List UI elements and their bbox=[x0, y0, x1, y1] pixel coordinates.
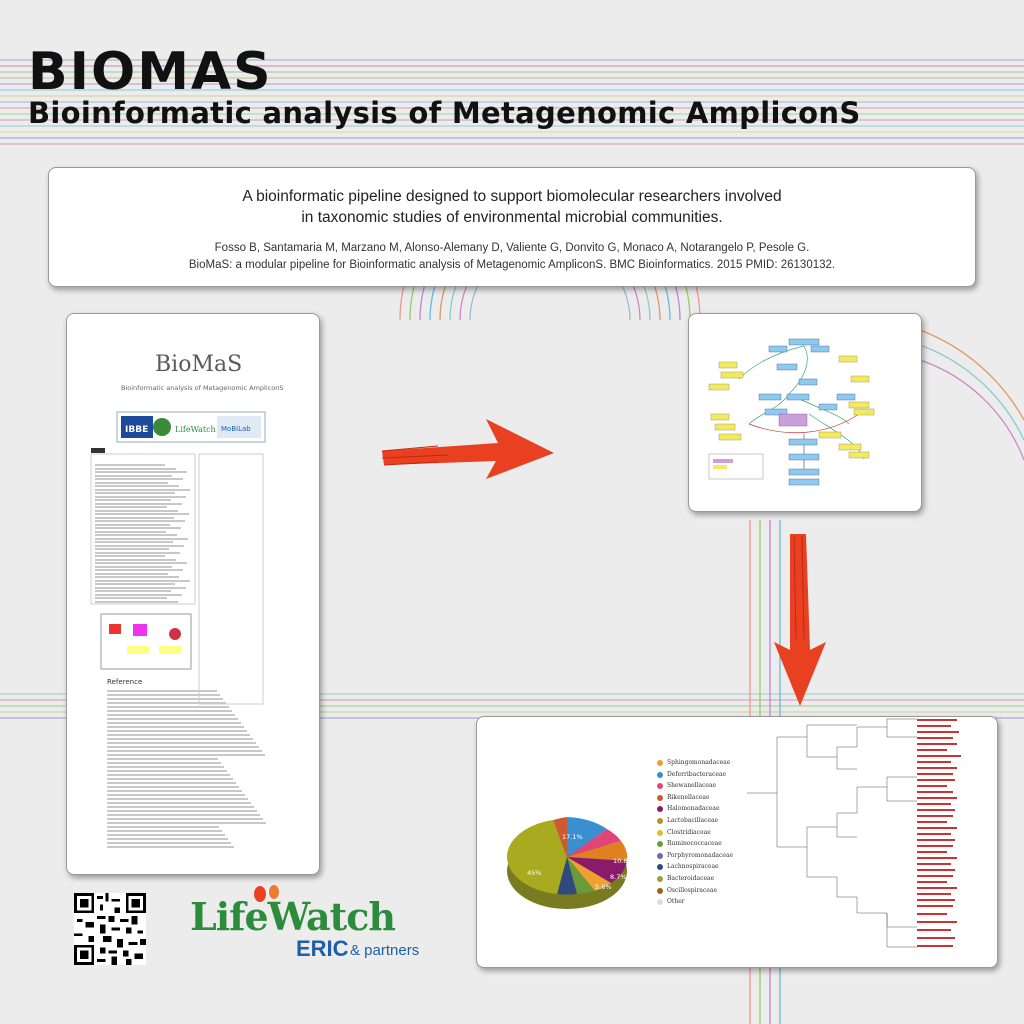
lifewatch-eric: ERIC bbox=[296, 936, 349, 961]
legend-label: Clostridiaceae bbox=[667, 828, 711, 836]
text-line bbox=[107, 702, 226, 704]
down-arrow-icon bbox=[770, 530, 830, 710]
tagline-line-1: A bioinformatic pipeline designed to support biomolecular researchers involved bbox=[242, 188, 782, 205]
text-line bbox=[107, 766, 224, 768]
text-line bbox=[107, 706, 229, 708]
legend-label: Lactobacillaceae bbox=[667, 816, 719, 824]
legend-item bbox=[657, 792, 733, 804]
text-line bbox=[107, 842, 231, 844]
legend-label: Lachnospiraceae bbox=[667, 863, 719, 871]
text-line bbox=[107, 698, 223, 700]
legend-swatch bbox=[657, 888, 663, 894]
legend-swatch bbox=[657, 830, 663, 836]
citation: BioMaS: a modular pipeline for Bioinformatic analysis of Metagenomic AmpliconS. BMC Bioinformatics. 2015 PMID: 26130132. bbox=[188, 259, 836, 271]
text-line bbox=[107, 774, 230, 776]
text-line bbox=[95, 517, 174, 519]
text-line bbox=[107, 806, 254, 808]
legend-item bbox=[657, 896, 733, 908]
legend-item bbox=[657, 861, 733, 873]
text-line bbox=[107, 694, 220, 696]
text-line bbox=[95, 541, 173, 543]
text-line bbox=[95, 569, 183, 571]
text-line bbox=[95, 576, 179, 578]
text-line bbox=[95, 555, 165, 557]
legend-label: Shewanellaceae bbox=[667, 782, 717, 790]
text-line bbox=[95, 566, 172, 568]
pie-legend bbox=[657, 757, 733, 908]
text-line bbox=[95, 597, 167, 599]
text-line bbox=[107, 822, 266, 824]
text-line bbox=[95, 506, 167, 508]
page-subtitle: Bioinformatic analysis of Metagenomic AmpliconS bbox=[28, 96, 861, 130]
partner-logo-ibbe: IBBE bbox=[125, 425, 149, 435]
legend-item bbox=[657, 769, 733, 781]
text-line bbox=[107, 734, 250, 736]
legend-label: Other bbox=[667, 898, 685, 906]
legend-label: Bacteroidaceae bbox=[667, 874, 715, 882]
text-line bbox=[107, 690, 217, 692]
text-line bbox=[107, 758, 218, 760]
text-line bbox=[95, 527, 181, 529]
webpage-screenshot bbox=[66, 313, 320, 875]
pie-label-10: 10.8% bbox=[613, 857, 634, 865]
text-line bbox=[95, 538, 188, 540]
text-line bbox=[107, 790, 242, 792]
text-line bbox=[107, 830, 222, 832]
legend-item bbox=[657, 885, 733, 897]
webpage-logo: BioMaS bbox=[155, 352, 243, 377]
legend-label: Porphyromonadaceae bbox=[667, 851, 734, 859]
workflow-diagram-screenshot bbox=[688, 313, 922, 512]
legend-item bbox=[657, 815, 733, 827]
text-line bbox=[107, 722, 241, 724]
results-screenshot bbox=[476, 716, 998, 968]
partner-logo-lifewatch: LifeWatch bbox=[175, 425, 216, 434]
qr-code bbox=[74, 893, 146, 965]
pie-label-8: 8.7% bbox=[610, 873, 627, 881]
pie-chart-preview bbox=[477, 717, 997, 967]
text-line bbox=[107, 782, 236, 784]
legend-swatch bbox=[657, 853, 663, 859]
text-line bbox=[107, 730, 247, 732]
pie-label-45: 45% bbox=[527, 869, 542, 877]
authors: Fosso B, Santamaria M, Marzano M, Alonso-Alemany D, Valiente G, Donvito G, Monaco A, Notarangelo P, Pesole G. bbox=[214, 242, 810, 254]
pie-label-5: 5.6% bbox=[595, 883, 612, 891]
legend-label: Ruminococcaceae bbox=[667, 840, 722, 848]
text-line bbox=[95, 552, 180, 554]
lifewatch-partners: & partners bbox=[350, 942, 420, 959]
legend-swatch bbox=[657, 795, 663, 801]
lifewatch-text: LifeWatch bbox=[190, 894, 395, 939]
text-line bbox=[95, 513, 189, 515]
text-line bbox=[95, 520, 185, 522]
tree-preview bbox=[747, 719, 917, 947]
text-line bbox=[95, 545, 184, 547]
webpage-logo-subtitle: Bioinformatic analysis of Metagenomic AmpliconS bbox=[121, 384, 284, 392]
info-card bbox=[48, 167, 976, 287]
right-arrow-icon bbox=[378, 413, 558, 483]
text-line bbox=[107, 798, 248, 800]
legend-swatch bbox=[657, 783, 663, 789]
text-line bbox=[95, 583, 175, 585]
text-line bbox=[107, 786, 239, 788]
partner-logo-mobilab: MoBiLab bbox=[221, 425, 251, 433]
text-line bbox=[95, 482, 168, 484]
text-line bbox=[95, 503, 182, 505]
text-line bbox=[95, 471, 187, 473]
text-line bbox=[95, 601, 178, 603]
text-line bbox=[107, 770, 227, 772]
page-title: BIOMAS bbox=[28, 42, 273, 102]
text-line bbox=[107, 826, 219, 828]
text-line bbox=[107, 794, 245, 796]
text-line bbox=[95, 468, 176, 470]
text-line bbox=[107, 718, 238, 720]
workflow-diagram-preview bbox=[689, 314, 921, 511]
legend-swatch bbox=[657, 899, 663, 905]
text-line bbox=[107, 818, 263, 820]
text-line bbox=[107, 750, 262, 752]
text-line bbox=[107, 726, 244, 728]
legend-swatch bbox=[657, 772, 663, 778]
text-line bbox=[107, 746, 259, 748]
tagline bbox=[89, 186, 935, 228]
tagline-line-2: in taxonomic studies of environmental microbial communities. bbox=[301, 209, 723, 226]
legend-item bbox=[657, 827, 733, 839]
text-line bbox=[95, 499, 171, 501]
legend-item bbox=[657, 803, 733, 815]
text-line bbox=[107, 810, 257, 812]
text-line bbox=[95, 548, 169, 550]
text-line bbox=[107, 802, 251, 804]
pie-label-17: 17.1% bbox=[562, 833, 583, 841]
text-line bbox=[107, 834, 225, 836]
text-line bbox=[95, 587, 186, 589]
text-line bbox=[107, 714, 235, 716]
text-line bbox=[95, 531, 166, 533]
text-line bbox=[95, 485, 179, 487]
legend-swatch bbox=[657, 864, 663, 870]
legend-item bbox=[657, 838, 733, 850]
text-line bbox=[107, 762, 221, 764]
text-line bbox=[107, 754, 265, 756]
text-line bbox=[95, 489, 190, 491]
text-line bbox=[95, 496, 186, 498]
text-line bbox=[95, 594, 182, 596]
text-line bbox=[95, 534, 177, 536]
legend-label: Sphingomonadaceae bbox=[667, 759, 731, 766]
text-line bbox=[95, 562, 187, 564]
legend-swatch bbox=[657, 818, 663, 824]
text-line bbox=[95, 580, 190, 582]
text-line bbox=[95, 475, 172, 477]
legend-label: Rikenellaceae bbox=[667, 793, 710, 801]
legend-item bbox=[657, 780, 733, 792]
text-line bbox=[95, 573, 168, 575]
legend-swatch bbox=[657, 841, 663, 847]
legend-label: Oscillospiraceae bbox=[667, 886, 718, 894]
legend-label: Halomonadaceae bbox=[667, 805, 720, 813]
legend-item bbox=[657, 757, 733, 769]
lifewatch-logo bbox=[190, 890, 450, 970]
legend-item bbox=[657, 873, 733, 885]
legend-label: Deferribacteraceae bbox=[667, 770, 727, 778]
text-line bbox=[107, 742, 256, 744]
text-line bbox=[107, 814, 260, 816]
legend-swatch bbox=[657, 876, 663, 882]
text-line bbox=[107, 846, 234, 848]
text-line bbox=[107, 738, 253, 740]
legend-item bbox=[657, 850, 733, 862]
text-line bbox=[95, 478, 183, 480]
text-line bbox=[95, 559, 176, 561]
text-line bbox=[95, 510, 178, 512]
text-line bbox=[107, 710, 232, 712]
text-line bbox=[95, 464, 165, 466]
text-line bbox=[95, 590, 171, 592]
references-heading: Reference bbox=[107, 678, 143, 686]
legend-swatch bbox=[657, 760, 663, 766]
text-line bbox=[107, 838, 228, 840]
text-line bbox=[107, 778, 233, 780]
legend-swatch bbox=[657, 806, 663, 812]
text-line bbox=[95, 524, 170, 526]
text-line bbox=[95, 492, 175, 494]
